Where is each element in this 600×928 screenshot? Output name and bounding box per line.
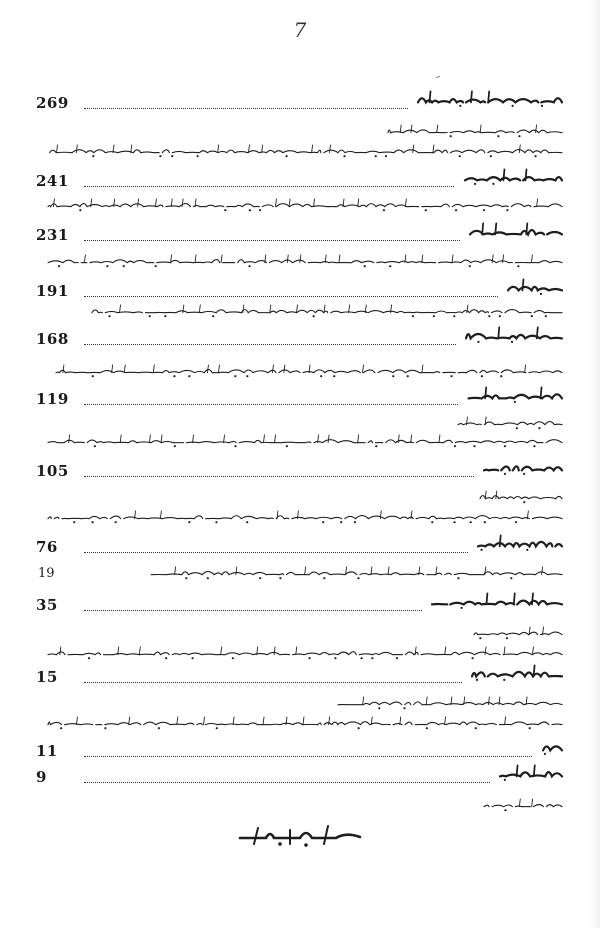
- toc-page-number: 76: [36, 538, 58, 556]
- toc-entry: [36, 742, 564, 764]
- toc-page-number: 191: [36, 282, 69, 300]
- toc-entry-subtitle: [334, 696, 564, 710]
- toc-entry-subtitle: [44, 198, 564, 212]
- toc-entry-subtitle: [44, 144, 564, 158]
- toc-entry-title: [460, 222, 564, 242]
- toc-page-number: 269: [36, 94, 69, 112]
- page-number: 7: [293, 18, 307, 42]
- toc-page-number: 168: [36, 330, 69, 348]
- toc-entry-subtitle: [88, 304, 564, 318]
- toc-entry: [36, 538, 564, 560]
- toc-entry-subtitle: [146, 566, 564, 580]
- toc-entry: [36, 94, 564, 116]
- toc-entry-subtitle: [384, 124, 564, 138]
- toc-entry-title: [498, 278, 564, 298]
- stray-mark: ﹶ: [436, 74, 441, 90]
- toc-page-number: 9: [36, 768, 47, 786]
- toc-entry: [36, 462, 564, 484]
- toc-entry-title: [490, 764, 564, 784]
- toc-entry-subtitle: [454, 416, 564, 430]
- toc-entry-subtitle: [52, 364, 564, 378]
- toc-entry: [36, 330, 564, 352]
- scan-shadow: [590, 0, 600, 928]
- toc-entry: [36, 172, 564, 194]
- toc-entry-subtitle: [480, 798, 564, 812]
- toc-entry-title: [458, 386, 564, 406]
- toc-page-number: 241: [36, 172, 69, 190]
- toc-page-number: 15: [36, 668, 58, 686]
- toc-entry-title: [456, 326, 564, 346]
- toc-page-number: 119: [36, 390, 69, 408]
- toc-entry-subtitle: [476, 490, 564, 504]
- toc-entry: [36, 768, 564, 790]
- toc-entry-title: [532, 738, 564, 758]
- dot-leader: [84, 288, 564, 297]
- inline-number: 19: [38, 566, 58, 581]
- toc-entry-title: [462, 664, 564, 684]
- toc-entry-title: [468, 534, 564, 554]
- dot-leader: [84, 748, 564, 757]
- toc-entry: [36, 596, 564, 618]
- toc-entry-title: [422, 592, 564, 612]
- toc-entry-subtitle: [44, 510, 564, 524]
- toc-entry-title: [454, 168, 564, 188]
- toc-entry-subtitle: [44, 716, 564, 730]
- toc-entry-title: [408, 90, 564, 110]
- toc-entry-subtitle: [44, 254, 564, 268]
- toc-entry: [36, 390, 564, 412]
- toc-entry: [36, 226, 564, 248]
- toc-page-number: 35: [36, 596, 58, 614]
- toc-entry-subtitle: [470, 626, 564, 640]
- toc-heading: [236, 820, 364, 848]
- toc-page-number: 105: [36, 462, 69, 480]
- toc-entry-title: [474, 458, 564, 478]
- toc-entry: [36, 282, 564, 304]
- toc-page-number: 11: [36, 742, 58, 760]
- toc-entry-subtitle: [44, 646, 564, 660]
- toc-page-number: 231: [36, 226, 69, 244]
- toc-entry-subtitle: [44, 434, 564, 448]
- toc-entry: [36, 668, 564, 690]
